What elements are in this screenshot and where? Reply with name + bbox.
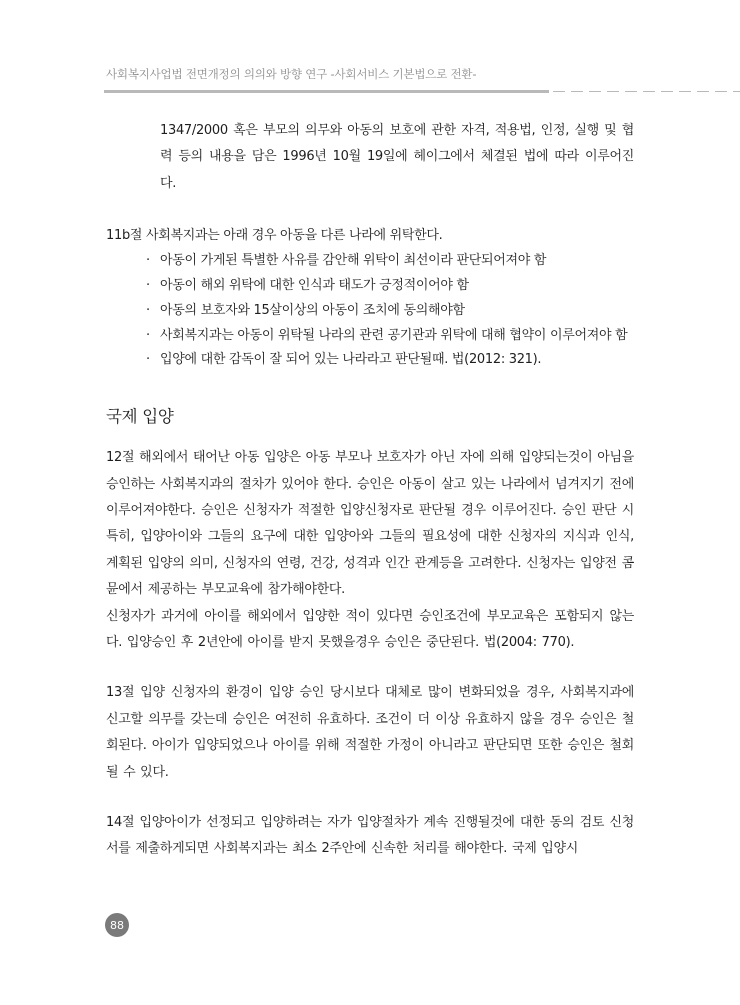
running-header: 사회복지사업법 전면개정의 의의와 방향 연구 -사회서비스 기본법으로 전환-: [106, 67, 477, 81]
list-item: · 입양에 대한 감독이 잘 되어 있는 나라라고 판단될때. 법(2012: 321).: [146, 348, 634, 373]
intro-paragraph: 1347/2000 혹은 부모의 의무와 아동의 보호에 관한 자격, 적용법, 인정, 실행 및 협력 등의 내용을 담은 1996년 10월 19일에 헤이그에서 체결된 법에 따라 이루어진다.: [160, 123, 634, 191]
paragraph-12: 12절 해외에서 태어난 아동 입양은 아동 부모나 보호자가 아닌 자에 의해 입양되는것이 아님을 승인하는 사회복지과의 절차가 있어야 한다. 승인은 아동이 살고 있는 나라에서 넘겨지기 전에 이루어져야한다. 승인은 신청자가 적절한 입양신청자로 판단될 경우 이루어진다. 승인 판단 시 특히, 입양아이와 그들의 요구에 대한 입양아와 그들의 필요성에 대한 신청자의 지식과 인식, 계획된 입양의 의미, 신청자의 연령, 건강, 성격과 인간 관계등을 고려한다. 신청자는 입양전 콤뮨에서 제공하는 부모교육에 참가해야한다.: [106, 450, 634, 598]
bullet-icon: ·: [146, 253, 150, 269]
bullet-icon: ·: [146, 352, 150, 368]
paragraph-14: 14절 입양아이가 선정되고 입양하려는 자가 입양절차가 계속 진행될것에 대한 동의 검토 신청서를 제출하게되면 사회복지과는 최소 2주안에 신속한 처리를 해야한다. 국제 입양시: [106, 815, 634, 857]
list-item: · 아동의 보호자와 15살이상의 아동이 조치에 동의해야함: [146, 299, 634, 324]
header-rule-dashed: [553, 91, 740, 92]
page-number-badge: 88: [105, 913, 129, 937]
bullet-icon: ·: [146, 302, 150, 318]
bullet-icon: ·: [146, 278, 150, 294]
page-body: [106, 118, 634, 863]
bullet-icon: ·: [146, 327, 150, 343]
clause-11b-list: [106, 249, 634, 373]
list-item: · 사회복지과는 아동이 위탁될 나라의 관련 공기관과 위탁에 대해 협약이 이루어져야 함: [146, 324, 634, 349]
clause-11b-lead: 11b절 사회복지과는 아래 경우 아동을 다른 나라에 위탁한다.: [106, 228, 443, 244]
header-rule: [104, 90, 549, 93]
list-item: · 아동이 가게된 특별한 사유를 감안해 위탁이 최선이라 판단되어져야 함: [146, 249, 634, 274]
paragraph-12-cont: 신청자가 과거에 아이를 해외에서 입양한 적이 있다면 승인조건에 부모교육은 포함되지 않는다. 입양승인 후 2년안에 아이를 받지 못했을경우 승인은 중단된다. 법(2004: 770).: [106, 608, 634, 651]
paragraph-13: 13절 입양 신청자의 환경이 입양 승인 당시보다 대체로 많이 변화되었을 경우, 사회복지과에 신고할 의무를 갖는데 승인은 여전히 유효하다. 조건이 더 이상 유효하지 않을 경우 승인은 철회된다. 아이가 입양되었으나 아이를 위해 적절한 가정이 아니라고 판단되면 또한 승인은 철회 될 수 있다.: [106, 685, 634, 780]
list-item: · 아동이 해외 위탁에 대한 인식과 태도가 긍정적이어야 함: [146, 274, 634, 299]
section-title: 국제 입양: [106, 407, 174, 427]
